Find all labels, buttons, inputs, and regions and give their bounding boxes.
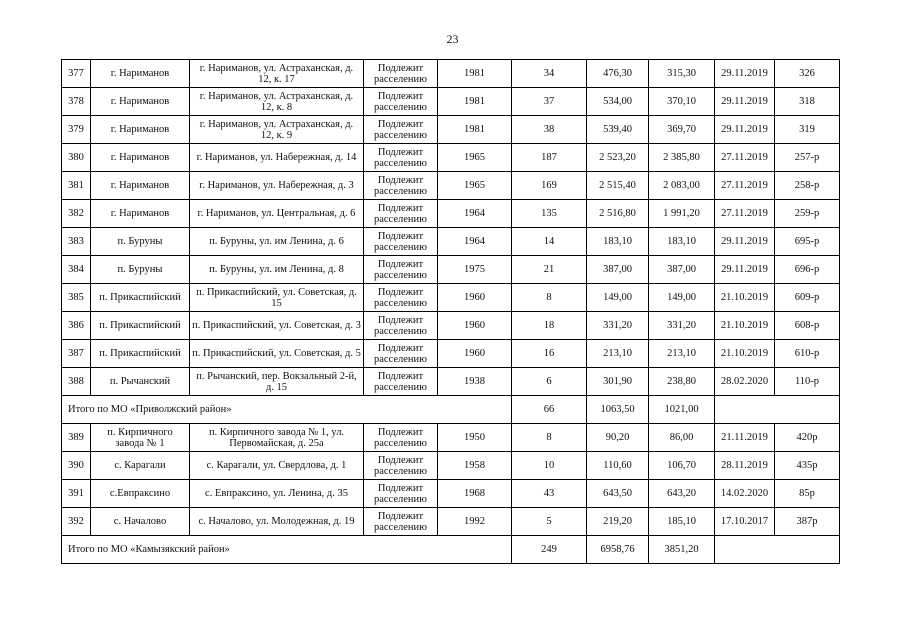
resident-count: 169	[512, 172, 587, 200]
row-number: 378	[62, 88, 91, 116]
resident-count: 16	[512, 340, 587, 368]
settlement-name: п. Прикаспийский	[91, 312, 190, 340]
decision-date: 14.02.2020	[715, 480, 775, 508]
building-address: п. Рычанский, пер. Вокзальный 2-й, д. 15	[190, 368, 364, 396]
section-total-row	[62, 536, 840, 564]
total-area: 213,10	[587, 340, 649, 368]
total-area: 476,30	[587, 60, 649, 88]
resettlement-status: Подлежит расселению	[364, 424, 438, 452]
decision-date: 27.11.2019	[715, 200, 775, 228]
resettlement-status: Подлежит расселению	[364, 312, 438, 340]
resettlement-status: Подлежит расселению	[364, 228, 438, 256]
construction-year: 1981	[438, 88, 512, 116]
settlement-name: с. Началово	[91, 508, 190, 536]
resident-count: 6	[512, 368, 587, 396]
resettlement-status: Подлежит расселению	[364, 508, 438, 536]
section-total-row	[62, 396, 840, 424]
resident-count: 43	[512, 480, 587, 508]
total-empty-cell	[715, 536, 840, 564]
table-row	[62, 88, 840, 116]
construction-year: 1981	[438, 116, 512, 144]
resettlement-status: Подлежит расселению	[364, 340, 438, 368]
construction-year: 1975	[438, 256, 512, 284]
resident-count: 8	[512, 284, 587, 312]
construction-year: 1992	[438, 508, 512, 536]
row-number: 385	[62, 284, 91, 312]
table-row	[62, 172, 840, 200]
building-address: г. Нариманов, ул. Астраханская, д. 12, к. 8	[190, 88, 364, 116]
document-number: 435р	[775, 452, 840, 480]
living-area: 2 083,00	[649, 172, 715, 200]
page-number: 23	[446, 32, 459, 46]
row-number: 392	[62, 508, 91, 536]
building-address: п. Буруны, ул. им Ленина, д. 6	[190, 228, 364, 256]
living-area: 106,70	[649, 452, 715, 480]
living-area: 213,10	[649, 340, 715, 368]
settlement-name: г. Нариманов	[91, 172, 190, 200]
total-area: 2 516,80	[587, 200, 649, 228]
resident-count: 37	[512, 88, 587, 116]
settlement-name: г. Нариманов	[91, 60, 190, 88]
total-area: 643,50	[587, 480, 649, 508]
building-address: г. Нариманов, ул. Набережная, д. 14	[190, 144, 364, 172]
resettlement-status: Подлежит расселению	[364, 452, 438, 480]
construction-year: 1964	[438, 228, 512, 256]
total-area: 2 515,40	[587, 172, 649, 200]
table-row	[62, 284, 840, 312]
resident-count: 187	[512, 144, 587, 172]
living-area: 185,10	[649, 508, 715, 536]
table-row	[62, 228, 840, 256]
building-address: п. Кирпичного завода № 1, ул. Первомайская, д. 25а	[190, 424, 364, 452]
row-number: 379	[62, 116, 91, 144]
document-number: 259-р	[775, 200, 840, 228]
total-area: 387,00	[587, 256, 649, 284]
living-area: 149,00	[649, 284, 715, 312]
total-area: 110,60	[587, 452, 649, 480]
decision-date: 27.11.2019	[715, 172, 775, 200]
document-number: 610-р	[775, 340, 840, 368]
resident-count: 34	[512, 60, 587, 88]
document-number: 319	[775, 116, 840, 144]
living-area: 2 385,80	[649, 144, 715, 172]
construction-year: 1960	[438, 312, 512, 340]
document-number: 85р	[775, 480, 840, 508]
resettlement-status: Подлежит расселению	[364, 60, 438, 88]
building-address: г. Нариманов, ул. Центральная, д. 6	[190, 200, 364, 228]
settlement-name: п. Буруны	[91, 256, 190, 284]
table-row	[62, 508, 840, 536]
construction-year: 1981	[438, 60, 512, 88]
total-area-sum: 6958,76	[587, 536, 649, 564]
document-number: 609-р	[775, 284, 840, 312]
document-number: 326	[775, 60, 840, 88]
construction-year: 1968	[438, 480, 512, 508]
decision-date: 27.11.2019	[715, 144, 775, 172]
resettlement-status: Подлежит расселению	[364, 480, 438, 508]
resident-count: 5	[512, 508, 587, 536]
settlement-name: п. Буруны	[91, 228, 190, 256]
construction-year: 1960	[438, 340, 512, 368]
settlement-name: п. Рычанский	[91, 368, 190, 396]
resident-count: 21	[512, 256, 587, 284]
document-number: 257-р	[775, 144, 840, 172]
document-number: 695-р	[775, 228, 840, 256]
decision-date: 21.10.2019	[715, 284, 775, 312]
settlement-name: г. Нариманов	[91, 144, 190, 172]
resettlement-status: Подлежит расселению	[364, 144, 438, 172]
decision-date: 29.11.2019	[715, 116, 775, 144]
settlement-name: п. Кирпичного завода № 1	[91, 424, 190, 452]
construction-year: 1960	[438, 284, 512, 312]
document-number: 420р	[775, 424, 840, 452]
construction-year: 1950	[438, 424, 512, 452]
resident-count: 18	[512, 312, 587, 340]
decision-date: 28.11.2019	[715, 452, 775, 480]
living-area: 183,10	[649, 228, 715, 256]
table-row	[62, 368, 840, 396]
table-row	[62, 424, 840, 452]
row-number: 388	[62, 368, 91, 396]
document-number: 696-р	[775, 256, 840, 284]
decision-date: 21.11.2019	[715, 424, 775, 452]
building-address: г. Нариманов, ул. Астраханская, д. 12, к. 9	[190, 116, 364, 144]
section-total-label: Итого по МО «Приволжский район»	[62, 396, 512, 424]
building-address: п. Прикаспийский, ул. Советская, д. 5	[190, 340, 364, 368]
living-area: 369,70	[649, 116, 715, 144]
row-number: 382	[62, 200, 91, 228]
total-area: 539,40	[587, 116, 649, 144]
row-number: 384	[62, 256, 91, 284]
table-row	[62, 116, 840, 144]
building-address: г. Нариманов, ул. Астраханская, д. 12, к. 17	[190, 60, 364, 88]
settlement-name: п. Прикаспийский	[91, 284, 190, 312]
resettlement-status: Подлежит расселению	[364, 368, 438, 396]
construction-year: 1938	[438, 368, 512, 396]
living-area: 387,00	[649, 256, 715, 284]
section-total-label: Итого по МО «Камызякский район»	[62, 536, 512, 564]
resettlement-status: Подлежит расселению	[364, 116, 438, 144]
table-row	[62, 60, 840, 88]
living-area: 315,30	[649, 60, 715, 88]
decision-date: 21.10.2019	[715, 312, 775, 340]
living-area: 86,00	[649, 424, 715, 452]
row-number: 390	[62, 452, 91, 480]
row-number: 380	[62, 144, 91, 172]
settlement-name: с. Карагали	[91, 452, 190, 480]
total-area-sum: 1063,50	[587, 396, 649, 424]
living-area: 1 991,20	[649, 200, 715, 228]
table-row	[62, 200, 840, 228]
construction-year: 1965	[438, 144, 512, 172]
building-address: с. Карагали, ул. Свердлова, д. 1	[190, 452, 364, 480]
document-number: 318	[775, 88, 840, 116]
resident-count: 14	[512, 228, 587, 256]
total-area: 534,00	[587, 88, 649, 116]
resident-count: 8	[512, 424, 587, 452]
table-row	[62, 312, 840, 340]
settlement-name: г. Нариманов	[91, 116, 190, 144]
total-resident-count: 66	[512, 396, 587, 424]
table-row	[62, 256, 840, 284]
living-area: 370,10	[649, 88, 715, 116]
table-row	[62, 144, 840, 172]
building-address: п. Буруны, ул. им Ленина, д. 8	[190, 256, 364, 284]
living-area-sum: 3851,20	[649, 536, 715, 564]
construction-year: 1964	[438, 200, 512, 228]
row-number: 386	[62, 312, 91, 340]
row-number: 377	[62, 60, 91, 88]
decision-date: 29.11.2019	[715, 88, 775, 116]
decision-date: 29.11.2019	[715, 256, 775, 284]
building-address: г. Нариманов, ул. Набережная, д. 3	[190, 172, 364, 200]
living-area: 331,20	[649, 312, 715, 340]
resident-count: 135	[512, 200, 587, 228]
total-area: 149,00	[587, 284, 649, 312]
total-area: 183,10	[587, 228, 649, 256]
resettlement-status: Подлежит расселению	[364, 256, 438, 284]
decision-date: 29.11.2019	[715, 228, 775, 256]
living-area-sum: 1021,00	[649, 396, 715, 424]
decision-date: 17.10.2017	[715, 508, 775, 536]
decision-date: 28.02.2020	[715, 368, 775, 396]
row-number: 381	[62, 172, 91, 200]
settlement-name: п. Прикаспийский	[91, 340, 190, 368]
table-row	[62, 452, 840, 480]
settlement-name: г. Нариманов	[91, 88, 190, 116]
resident-count: 10	[512, 452, 587, 480]
table-row	[62, 340, 840, 368]
decision-date: 21.10.2019	[715, 340, 775, 368]
total-area: 331,20	[587, 312, 649, 340]
building-address: с. Началово, ул. Молодежная, д. 19	[190, 508, 364, 536]
building-address: п. Прикаспийский, ул. Советская, д. 3	[190, 312, 364, 340]
table-row	[62, 480, 840, 508]
resettlement-status: Подлежит расселению	[364, 284, 438, 312]
document-number: 258-р	[775, 172, 840, 200]
document-number: 110-р	[775, 368, 840, 396]
total-area: 90,20	[587, 424, 649, 452]
building-address: с. Евпраксино, ул. Ленина, д. 35	[190, 480, 364, 508]
total-empty-cell	[715, 396, 840, 424]
building-address: п. Прикаспийский, ул. Советская, д. 15	[190, 284, 364, 312]
row-number: 391	[62, 480, 91, 508]
resettlement-status: Подлежит расселению	[364, 88, 438, 116]
row-number: 383	[62, 228, 91, 256]
settlement-name: с.Евпраксино	[91, 480, 190, 508]
construction-year: 1965	[438, 172, 512, 200]
resettlement-status: Подлежит расселению	[364, 172, 438, 200]
total-area: 2 523,20	[587, 144, 649, 172]
document-number: 608-р	[775, 312, 840, 340]
living-area: 643,20	[649, 480, 715, 508]
row-number: 387	[62, 340, 91, 368]
settlement-name: г. Нариманов	[91, 200, 190, 228]
total-area: 301,90	[587, 368, 649, 396]
total-area: 219,20	[587, 508, 649, 536]
construction-year: 1958	[438, 452, 512, 480]
row-number: 389	[62, 424, 91, 452]
resident-count: 38	[512, 116, 587, 144]
document-number: 387р	[775, 508, 840, 536]
total-resident-count: 249	[512, 536, 587, 564]
resettlement-status: Подлежит расселению	[364, 200, 438, 228]
housing-registry-table	[61, 59, 840, 564]
living-area: 238,80	[649, 368, 715, 396]
decision-date: 29.11.2019	[715, 60, 775, 88]
